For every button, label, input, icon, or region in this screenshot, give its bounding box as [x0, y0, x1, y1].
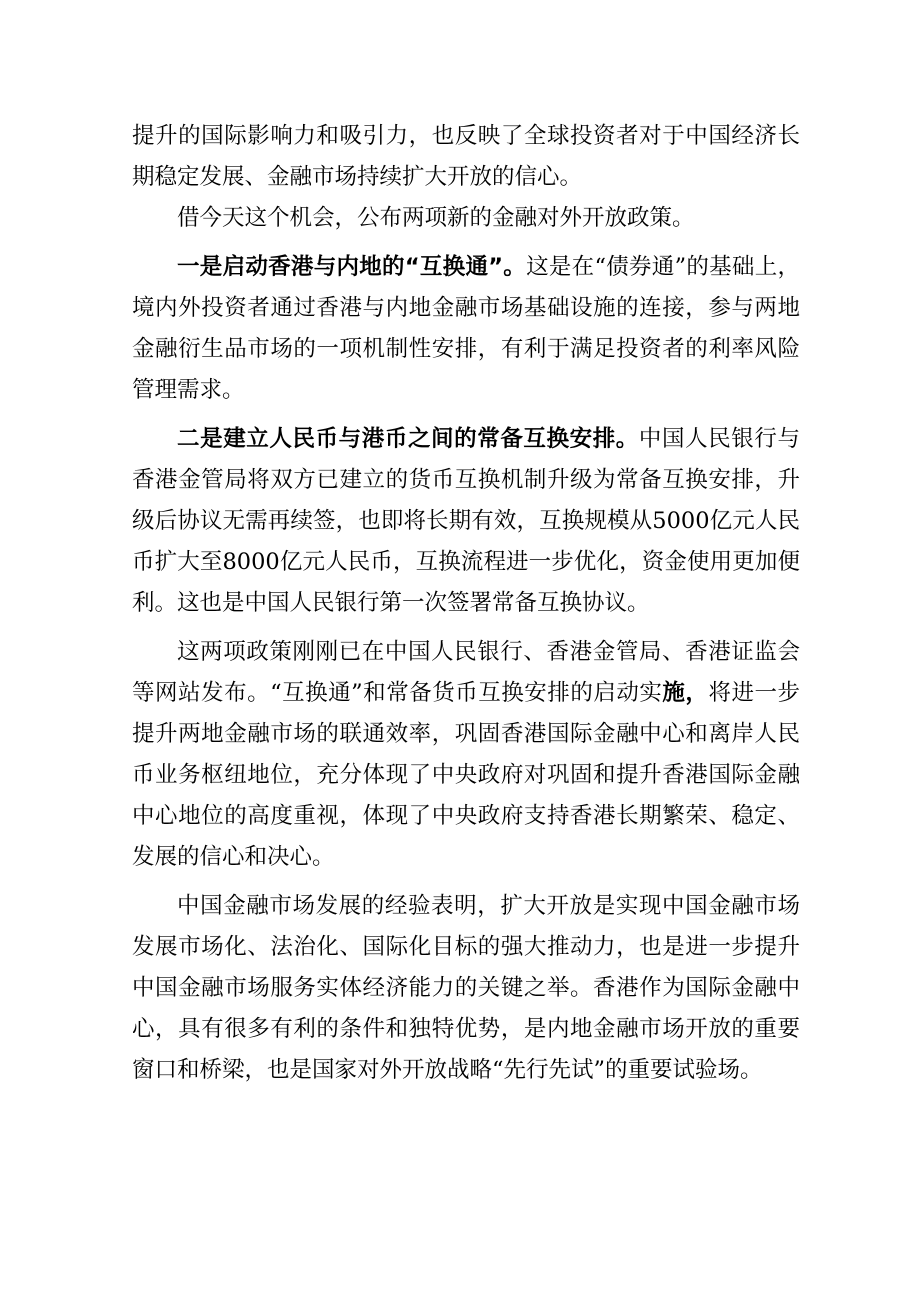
paragraph-text: 提升的国际影响力和吸引力，也反映了全球投资者对于中国经济长期稳定发展、金融市场持续扩大开放的信心。	[132, 123, 800, 190]
paragraph-announcement	[132, 198, 800, 239]
paragraph-text: 这两项政策刚刚已在中国人民银行、香港金管局、香港证监会等网站发布。“互换通”和常备货币互换安排的启动实	[132, 639, 800, 706]
paragraph-text: 将进一步提升两地金融市场的联通效率，巩固香港国际金融中心和离岸人民币业务枢纽地位，充分体现了中央政府对巩固和提升香港国际金融中心地位的高度重视，体现了中央政府支持香港长期繁荣、稳定、发展的信心和决心。	[132, 680, 800, 870]
paragraph-text: 中国人民银行与香港金管局将双方已建立的货币互换机制升级为常备互换安排，升级后协议无需再续签，也即将长期有效，互换规模从5000亿元人民币扩大至8000亿元人民币，互换流程进一步优化，资金使用更加便利。这也是中国人民银行第一次签署常备互换协议。	[132, 426, 800, 616]
document-body	[132, 116, 800, 1091]
paragraph-text: 中国金融市场发展的经验表明，扩大开放是实现中国金融市场发展市场化、法治化、国际化目标的强大推动力，也是进一步提升中国金融市场服务实体经济能力的关键之举。香港作为国际金融中心，具有很多有利的条件和独特优势，是内地金融市场开放的重要窗口和桥梁，也是国家对外开放战略“先行先试”的重要试验场。	[132, 893, 800, 1083]
paragraph-bold-char: 施，	[662, 680, 709, 706]
paragraph-continuation	[132, 116, 800, 198]
paragraph-lead: 二是建立人民币与港币之间的常备互换安排。	[177, 426, 639, 452]
paragraph-policy-two	[132, 419, 800, 624]
paragraph-text: 借今天这个机会，公布两项新的金融对外开放政策。	[177, 205, 695, 231]
paragraph-text: 这是在“债券通”的基础上，境内外投资者通过香港与内地金融市场基础设施的连接，参与两地金融衍生品市场的一项机制性安排，有利于满足投资者的利率风险管理需求。	[132, 254, 800, 403]
paragraph-policy-one	[132, 247, 800, 411]
paragraph-release	[132, 632, 800, 878]
paragraph-lead: 一是启动香港与内地的“互换通”。	[177, 254, 527, 280]
paragraph-experience	[132, 886, 800, 1091]
